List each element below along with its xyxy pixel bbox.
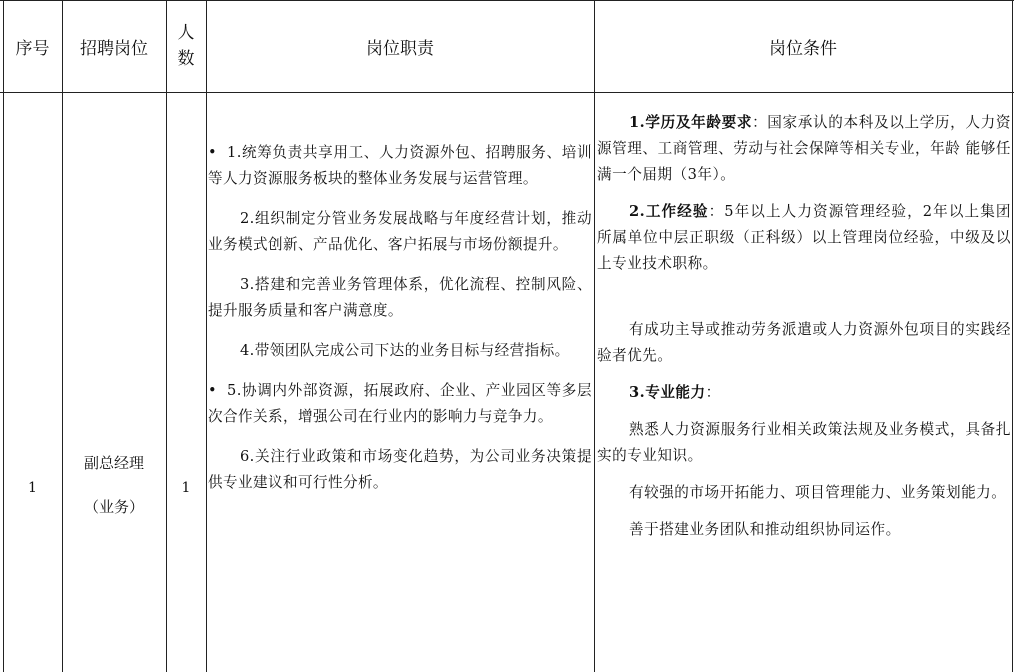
- position-cell: [62, 452, 166, 518]
- position-subtitle: （业务）: [83, 498, 144, 516]
- ability-title: 3.专业能力: [629, 384, 706, 401]
- bullet-icon: •: [208, 144, 218, 161]
- ability-item: 有较强的市场开拓能力、项目管理能力、业务策划能力。: [629, 484, 1007, 501]
- column-divider: [62, 0, 63, 672]
- duty-item: 3.搭建和完善业务管理体系，优化流程、控制风险、提升服务质量和客户满意度。: [208, 276, 592, 319]
- education-requirement: 1.学历及年龄要求：国家承认的本科及以上学历，人力资源管理、工商管理、劳动与社会保障等相关专业，年龄 能够任满一个届期（3年）。: [597, 114, 1011, 183]
- preference-note: 有成功主导或推动劳务派遣或人力资源外包项目的实践经验者优先。: [597, 321, 1011, 364]
- duty-item: 6.关注行业政策和市场变化趋势，为公司业务决策提供专业建议和可行性分析。: [208, 448, 592, 491]
- column-divider: [206, 0, 207, 672]
- ability-item: 熟悉人力资源服务行业相关政策法规及业务模式，具备扎实的专业知识。: [597, 421, 1011, 464]
- duty-item: 4.带领团队完成公司下达的业务目标与经营指标。: [240, 342, 570, 359]
- ability-heading: 3.专业能力：: [629, 384, 721, 401]
- requirements-cell: [597, 110, 1011, 554]
- duty-item: • 1.统筹负责共享用工、人力资源外包、招聘服务、培训等人力资源服务板块的整体业务发展与运营管理。: [208, 144, 592, 187]
- header-duties: 岗位职责: [366, 38, 434, 59]
- experience-title: 2.工作经验: [629, 203, 709, 220]
- header-count-line1: 人: [177, 23, 195, 43]
- header-divider: [0, 92, 1014, 93]
- column-divider: [166, 0, 167, 672]
- education-title: 1.学历及年龄要求: [629, 114, 753, 131]
- duty-item: 2.组织制定分管业务发展战略与年度经营计划，推动业务模式创新、产品优化、客户拓展与市场份额提升。: [208, 210, 592, 253]
- bullet-icon: •: [208, 382, 218, 399]
- header-count-line2: 数: [177, 49, 195, 69]
- header-no: 序号: [15, 38, 50, 59]
- row-number: 1: [28, 480, 37, 496]
- column-divider: [594, 0, 595, 672]
- experience-requirement: 2.工作经验：5年以上人力资源管理经验，2年以上集团所属单位中层正职级（正科级）以上管理岗位经验，中级及以上专业技术职称。: [597, 203, 1011, 272]
- position-title: 副总经理: [83, 454, 144, 472]
- border-right: [1012, 0, 1013, 672]
- header-requirements: 岗位条件: [769, 38, 837, 59]
- ability-item: 善于搭建业务团队和推动组织协同运作。: [629, 521, 901, 538]
- border-left: [3, 0, 4, 672]
- header-position: 招聘岗位: [80, 38, 148, 59]
- headcount: 1: [181, 480, 191, 496]
- header-count: [166, 0, 206, 92]
- duty-item: • 5.协调内外部资源，拓展政府、企业、产业园区等多层次合作关系，增强公司在行业内的影响力与竞争力。: [208, 382, 592, 425]
- duties-cell: [208, 140, 592, 510]
